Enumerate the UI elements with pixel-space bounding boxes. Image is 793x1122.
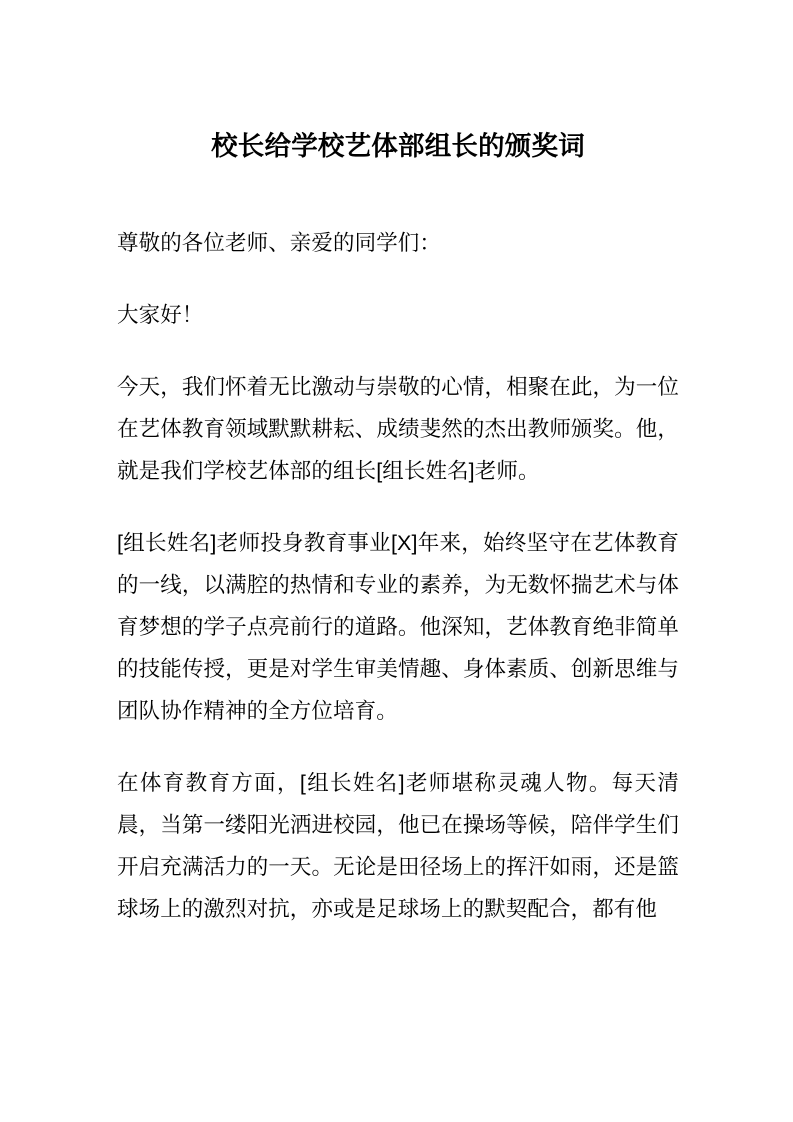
page-title: 校长给学校艺体部组长的颁奖词 xyxy=(211,131,585,161)
paragraph-sports-education: 在体育教育方面，[组长姓名]老师堪称灵魂人物。每天清晨，当第一缕阳光洒进校园，他已在操场等候，陪伴学生们开启充满活力的一天。无论是田径场上的挥汗如雨，还是篮球场上的激烈对抗，亦或是足球场上的默契配合，都有他 xyxy=(117,770,679,921)
paragraph-salutation: 尊敬的各位老师、亲爱的同学们： xyxy=(117,230,442,255)
document-body xyxy=(117,222,679,930)
paragraph-opening: 今天，我们怀着无比激动与崇敬的心情，相聚在此，为一位在艺体教育领域默默耕耘、成绩斐然的杰出教师颁奖。他，就是我们学校艺体部的组长[组长姓名]老师。 xyxy=(117,374,679,483)
document-content xyxy=(117,0,679,930)
paragraph-career: [组长姓名]老师投身教育事业[X]年来，始终坚守在艺体教育的一线，以满腔的热情和专业的素养，为无数怀揣艺术与体育梦想的学子点亮前行的道路。他深知，艺体教育绝非简单的技能传授，更是对学生审美情趣、身体素质、创新思维与团队协作精神的全方位培育。 xyxy=(117,530,679,723)
paragraph-greeting: 大家好！ xyxy=(117,302,204,327)
